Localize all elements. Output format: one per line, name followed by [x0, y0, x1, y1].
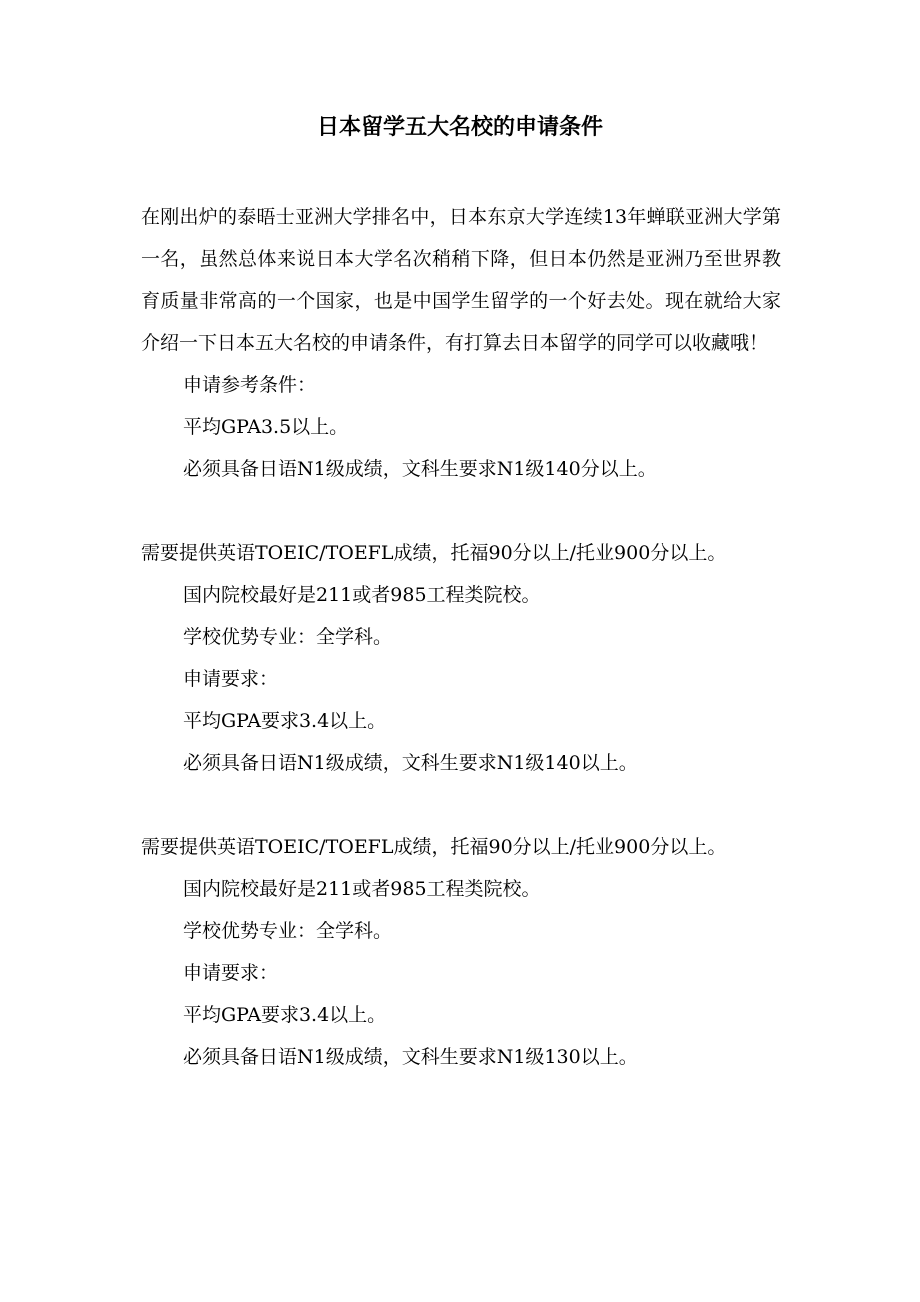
section1-gpa: 平均GPA3.5以上。	[183, 416, 349, 438]
section3-school: 国内院校最好是211或者985工程类院校。	[183, 878, 541, 900]
section2-heading: 申请要求：	[183, 668, 279, 690]
section2-japanese: 必须具备日语N1级成绩，文科生要求N1级140以上。	[183, 752, 638, 774]
section3-japanese: 必须具备日语N1级成绩，文科生要求N1级130以上。	[183, 1046, 638, 1068]
section3-english: 需要提供英语TOEIC/TOEFL成绩，托福90分以上/托业900分以上。	[141, 836, 727, 858]
section3-majors: 学校优势专业：全学科。	[183, 920, 393, 942]
section2-gpa: 平均GPA要求3.4以上。	[183, 710, 387, 732]
section3-heading: 申请要求：	[183, 962, 279, 984]
document-body	[141, 196, 781, 1078]
section3-gpa: 平均GPA要求3.4以上。	[183, 1004, 387, 1026]
spacer	[141, 784, 781, 826]
section2-english: 需要提供英语TOEIC/TOEFL成绩，托福90分以上/托业900分以上。	[141, 542, 727, 564]
spacer	[141, 490, 781, 532]
section1-japanese: 必须具备日语N1级成绩，文科生要求N1级140分以上。	[183, 458, 657, 480]
section2-school: 国内院校最好是211或者985工程类院校。	[183, 584, 541, 606]
document-title: 日本留学五大名校的申请条件	[316, 115, 603, 140]
section1-heading: 申请参考条件：	[183, 374, 317, 396]
section2-majors: 学校优势专业：全学科。	[183, 626, 393, 648]
intro-paragraph: 在刚出炉的泰晤士亚洲大学排名中，日本东京大学连续13年蝉联亚洲大学第一名，虽然总体来说日本大学名次稍稍下降，但日本仍然是亚洲乃至世界教育质量非常高的一个国家，也是中国学生留学的一个好去处。现在就给大家介绍一下日本五大名校的申请条件，有打算去日本留学的同学可以收藏哦！	[141, 206, 781, 354]
